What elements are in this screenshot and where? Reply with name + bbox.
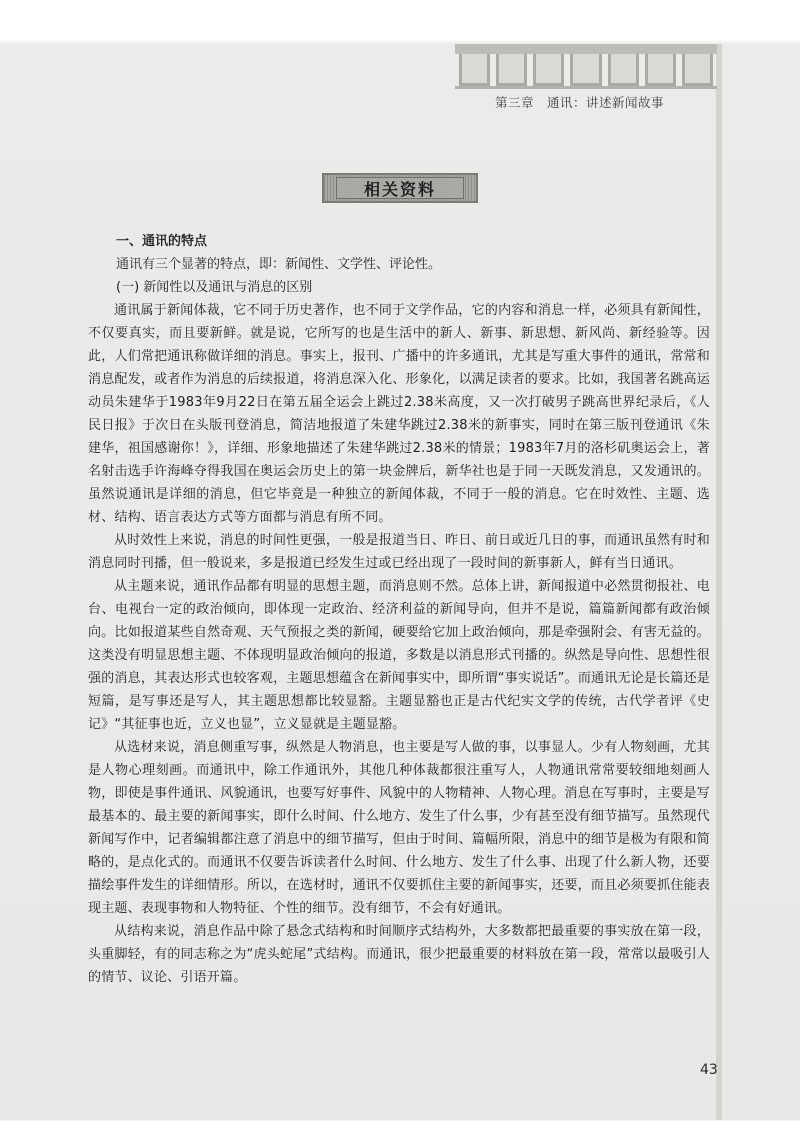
page-edge-strip <box>716 44 722 1120</box>
paragraph: 通讯属于新闻体裁，它不同于历史著作，也不同于文学作品，它的内容和消息一样，必须具有新闻性，不仅要真实，而且要新鲜。就是说，它所写的也是生活中的新人、新事、新思想、新风尚、新经验等。因此，人们常把通讯称做详细的消息。事实上，报刊、广播中的许多通讯，尤其是写重大事件的通讯，常常和消息配发，或者作为消息的后续报道，将消息深入化、形象化，以满足读者的要求。比如，我国著名跳高运动员朱建华于1983年9月22日在第五届全运会上跳过2.38米高度，又一次打破男子跳高世界纪录后，《人民日报》于次日在头版刊登消息，简洁地报道了朱建华跳过2.38米的新事实，同时在第三版刊登通讯《朱建华，祖国感谢你！》，详细、形象地描述了朱建华跳过2.38米的情景；1983年7月的洛杉矶奥运会上，著名射击选手许海峰夺得我国在奥运会历史上的第一块金牌后，新华社也是于同一天既发消息，又发通讯的。虽然说通讯是详细的消息，但它毕竟是一种独立的新闻体裁，不同于一般的消息。它在时效性、主题、选材、结构、语言表达方式等方面都与消息有所不同。 <box>88 303 710 525</box>
page-number: 43 <box>700 1062 718 1078</box>
section-intro: 通讯有三个显著的特点，即：新闻性、文学性、评论性。 <box>116 257 442 272</box>
section-heading: 一、通讯的特点 <box>116 234 208 249</box>
header-decoration-bar <box>455 44 717 54</box>
body-text <box>88 230 710 989</box>
subsection-heading: (一) 新闻性以及通讯与消息的区别 <box>116 280 313 295</box>
section-banner <box>322 173 478 203</box>
running-header-chapter-title: 第三章 通讯：讲述新闻故事 <box>495 95 665 110</box>
header-rule <box>455 86 717 89</box>
section-banner-title: 相关资料 <box>336 177 464 199</box>
paragraph: 从主题来说，通讯作品都有明显的思想主题，而消息则不然。总体上讲，新闻报道中必然贯彻报社、电台、电视台一定的政治倾向，即体现一定政治、经济利益的新闻导向，但并不是说，篇篇新闻都有政治倾向。比如报道某些自然奇观、天气预报之类的新闻，硬要给它加上政治倾向，那是牵强附会、有害无益的。这类没有明显思想主题、不体现明显政治倾向的报道，多数是以消息形式刊播的。纵然是导向性、思想性很强的消息，其表达形式也较客观，主题思想蕴含在新闻事实中，即所谓“事实说话”。而通讯无论是长篇还是短篇，是写事还是写人，其主题思想都比较显豁。主题显豁也正是古代纪实文学的传统，古代学者评《史记》“其征事也近，立义也显”，立义显就是主题显豁。 <box>88 579 710 732</box>
paragraph: 从时效性上来说，消息的时间性更强，一般是报道当日、昨日、前日或近几日的事，而通讯虽然有时和消息同时刊播，但一般说来，多是报道已经发生过或已经出现了一段时间的新事新人，鲜有当日通讯。 <box>88 533 710 571</box>
paragraph: 从选材来说，消息侧重写事，纵然是人物消息，也主要是写人做的事，以事显人。少有人物刻画，尤其是人物心理刻画。而通讯中，除工作通讯外，其他几种体裁都很注重写人，人物通讯常常要较细地刻画人物，即使是事件通讯、风貌通讯，也要写好事件、风貌中的人物精神、人物心理。消息在写事时，主要是写最基本的、最主要的新闻事实，即什么时间、什么地方、发生了什么事，少有甚至没有细节描写。虽然现代新闻写作中，记者编辑都注意了消息中的细节描写，但由于时间、篇幅所限，消息中的细节是极为有限和简略的，是点化式的。而通讯不仅要告诉读者什么时间、什么地方、发生了什么事、出现了什么新人物，还要描绘事件发生的详细情形。所以，在选材时，通讯不仅要抓住主要的新闻事实，还要，而且必须要抓住能表现主题、表现事物和人物特征、个性的细节。没有细节，不会有好通讯。 <box>88 740 710 916</box>
paragraph: 从结构来说，消息作品中除了悬念式结构和时间顺序式结构外，大多数都把最重要的事实放在第一段，头重脚轻，有的同志称之为“虎头蛇尾”式结构。而通讯，很少把最重要的材料放在第一段，常常以最吸引人的情节、议论、引语开篇。 <box>88 924 710 985</box>
